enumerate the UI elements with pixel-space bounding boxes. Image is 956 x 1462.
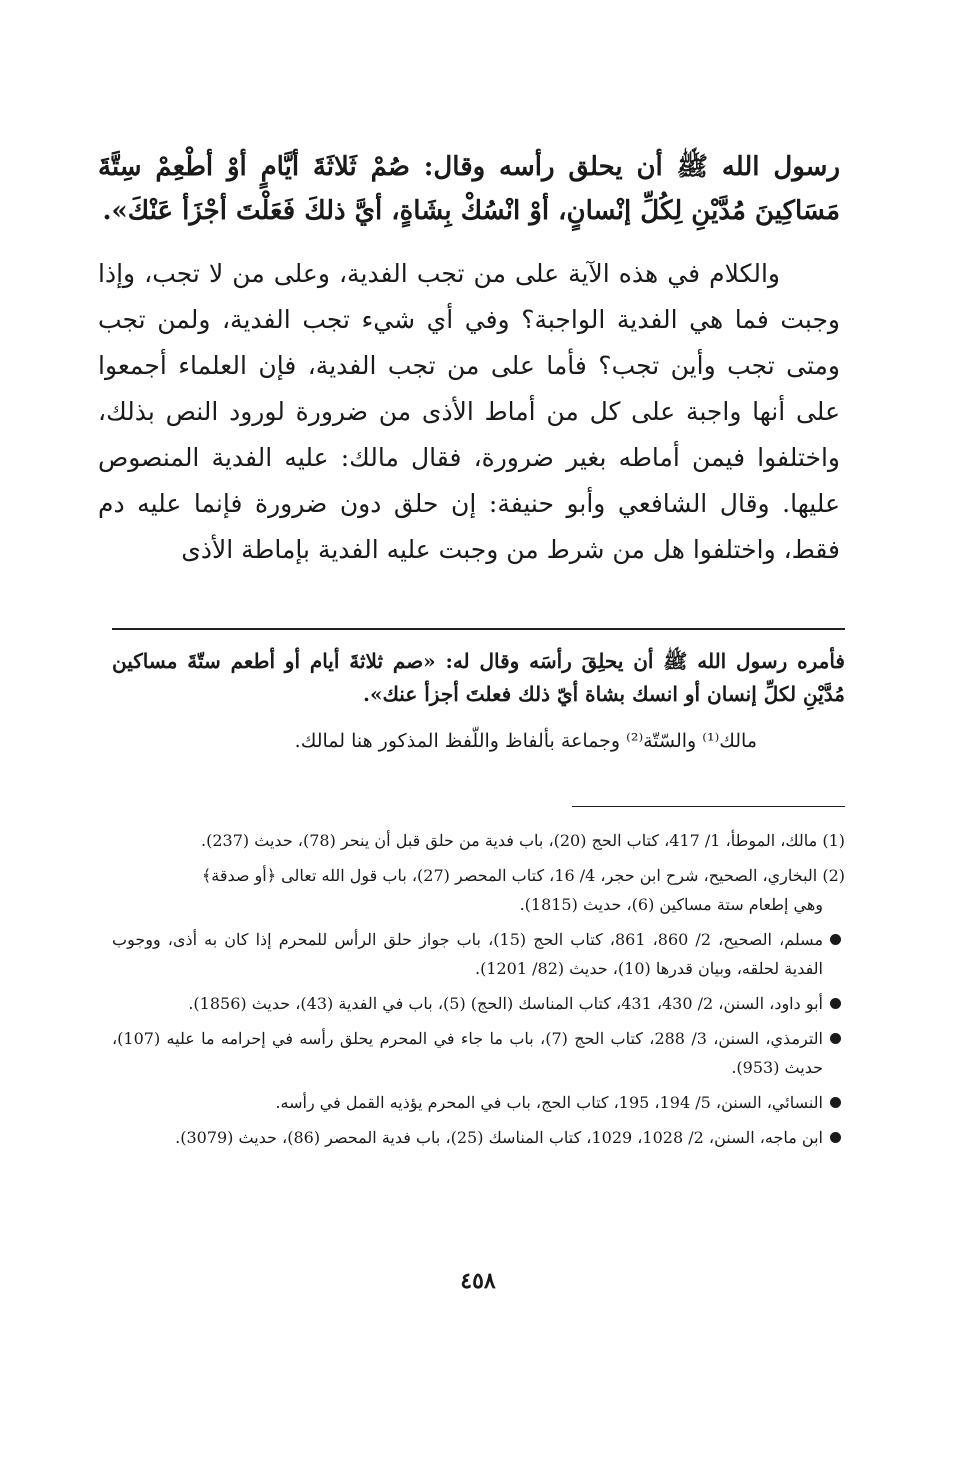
- hadith-source: مالك⁽¹⁾ والسّتّة⁽²⁾ وجماعة بألفاظ واللّفظ المذكور هنا لمالك.: [294, 730, 757, 752]
- bullet-icon: [830, 1132, 841, 1143]
- body-paragraph: والكلام في هذه الآية على من تجب الفدية، وعلى من لا تجب، وإذا وجبت فما هي الفدية الواجبة؟ وفي أي شيء تجب الفدية، ولمن تجب ومتى تجب وأين تجب؟ فأما على من تجب الفدية، فإن العلماء أجمعوا على أنها واجبة على كل من أماط الأذى من ضرورة لورود النص بذلك، واختلفوا فيمن أماطه بغير ضرورة، فقال مالك: عليه الفدية المنصوص عليها. وقال الشافعي وأبو حنيفة: إن حلق دون ضرورة فإنما عليه دم فقط، واختلفوا هل من شرط من وجبت عليه الفدية بإماطة الأذى: [98, 259, 840, 564]
- footnote-bullet-text: ابن ماجه، السنن، 2/ 1028، 1029، كتاب المناسك (25)، باب فدية المحصر (86)، حديث (3079).: [175, 1128, 823, 1147]
- footnote-bullet-text: النسائي، السنن، 5/ 194، 195، كتاب الحج، باب في المحرم يؤذيه القمل في رأسه.: [275, 1093, 823, 1112]
- hadith-quote: فأمره رسول الله ﷺ أن يحلِقَ رأسَه وقال له: «صم ثلاثةَ أيام أو أطعم ستّةَ مساكين مُدَّيْنِ لكلِّ إنسان أو انسك بشاة أيّ ذلك فعلتَ أجزأ عنك».: [112, 649, 845, 706]
- footnote-2: (2) البخاري، الصحيح، شرح ابن حجر، 4/ 16، كتاب المحصر (27)، باب قول الله تعالى ﴿أو صدقة﴾: [201, 866, 845, 885]
- hadith-lead: رسول الله ﷺ أن يحلق رأسه وقال: صُمْ ثَلاثَةَ أيَّامٍ أوْ أطْعِمْ سِتَّةَ مَسَاكِينَ مُدَّيْنِ لِكُلِّ إنْسانٍ، أوْ انْسُكْ بِشَاةٍ، أيَّ ذلكَ فَعَلْتَ أجْزَأ عَنْكَ».: [98, 152, 840, 226]
- footnote-divider: [572, 806, 845, 807]
- footnote-bullet: [112, 1088, 845, 1117]
- footnote-bullet: [112, 989, 845, 1018]
- main-text: [98, 145, 840, 573]
- page-number: ٤٥٨: [460, 1268, 496, 1294]
- commentary-block: [112, 645, 845, 757]
- footnote-bullet: [112, 925, 845, 983]
- footnote-1: (1) مالك، الموطأ، 1/ 417، كتاب الحج (20)، باب فدية من حلق قبل أن ينحر (78)، حديث (237).: [201, 831, 845, 850]
- footnote-bullet-text: أبو داود، السنن، 2/ 430، 431، كتاب المناسك (الحج) (5)، باب في الفدية (43)، حديث (1856).: [188, 994, 823, 1013]
- footnote-2-continuation: وهي إطعام ستة مساكين (6)، حديث (1815).: [519, 895, 823, 914]
- section-divider: [112, 628, 845, 630]
- footnote-bullet-text: مسلم، الصحيح، 2/ 860، 861، كتاب الحج (15)، باب جواز حلق الرأس للمحرم إذا كان به أذى، ووجوب الفدية لحلقه، وبيان قدرها (10)، حديث (82/ 1201).: [112, 930, 824, 978]
- bullet-icon: [830, 998, 841, 1009]
- footnotes: [112, 826, 845, 1158]
- footnote-bullet: [112, 1024, 845, 1082]
- footnote-bullet: [112, 1123, 845, 1152]
- bullet-icon: [830, 1033, 841, 1044]
- bullet-icon: [830, 1097, 841, 1108]
- bullet-icon: [830, 934, 841, 945]
- footnote-bullet-text: الترمذي، السنن، 3/ 288، كتاب الحج (7)، باب ما جاء في المحرم يحلق رأسه في إحرامه ما عليه (107)، حديث (953).: [112, 1029, 823, 1077]
